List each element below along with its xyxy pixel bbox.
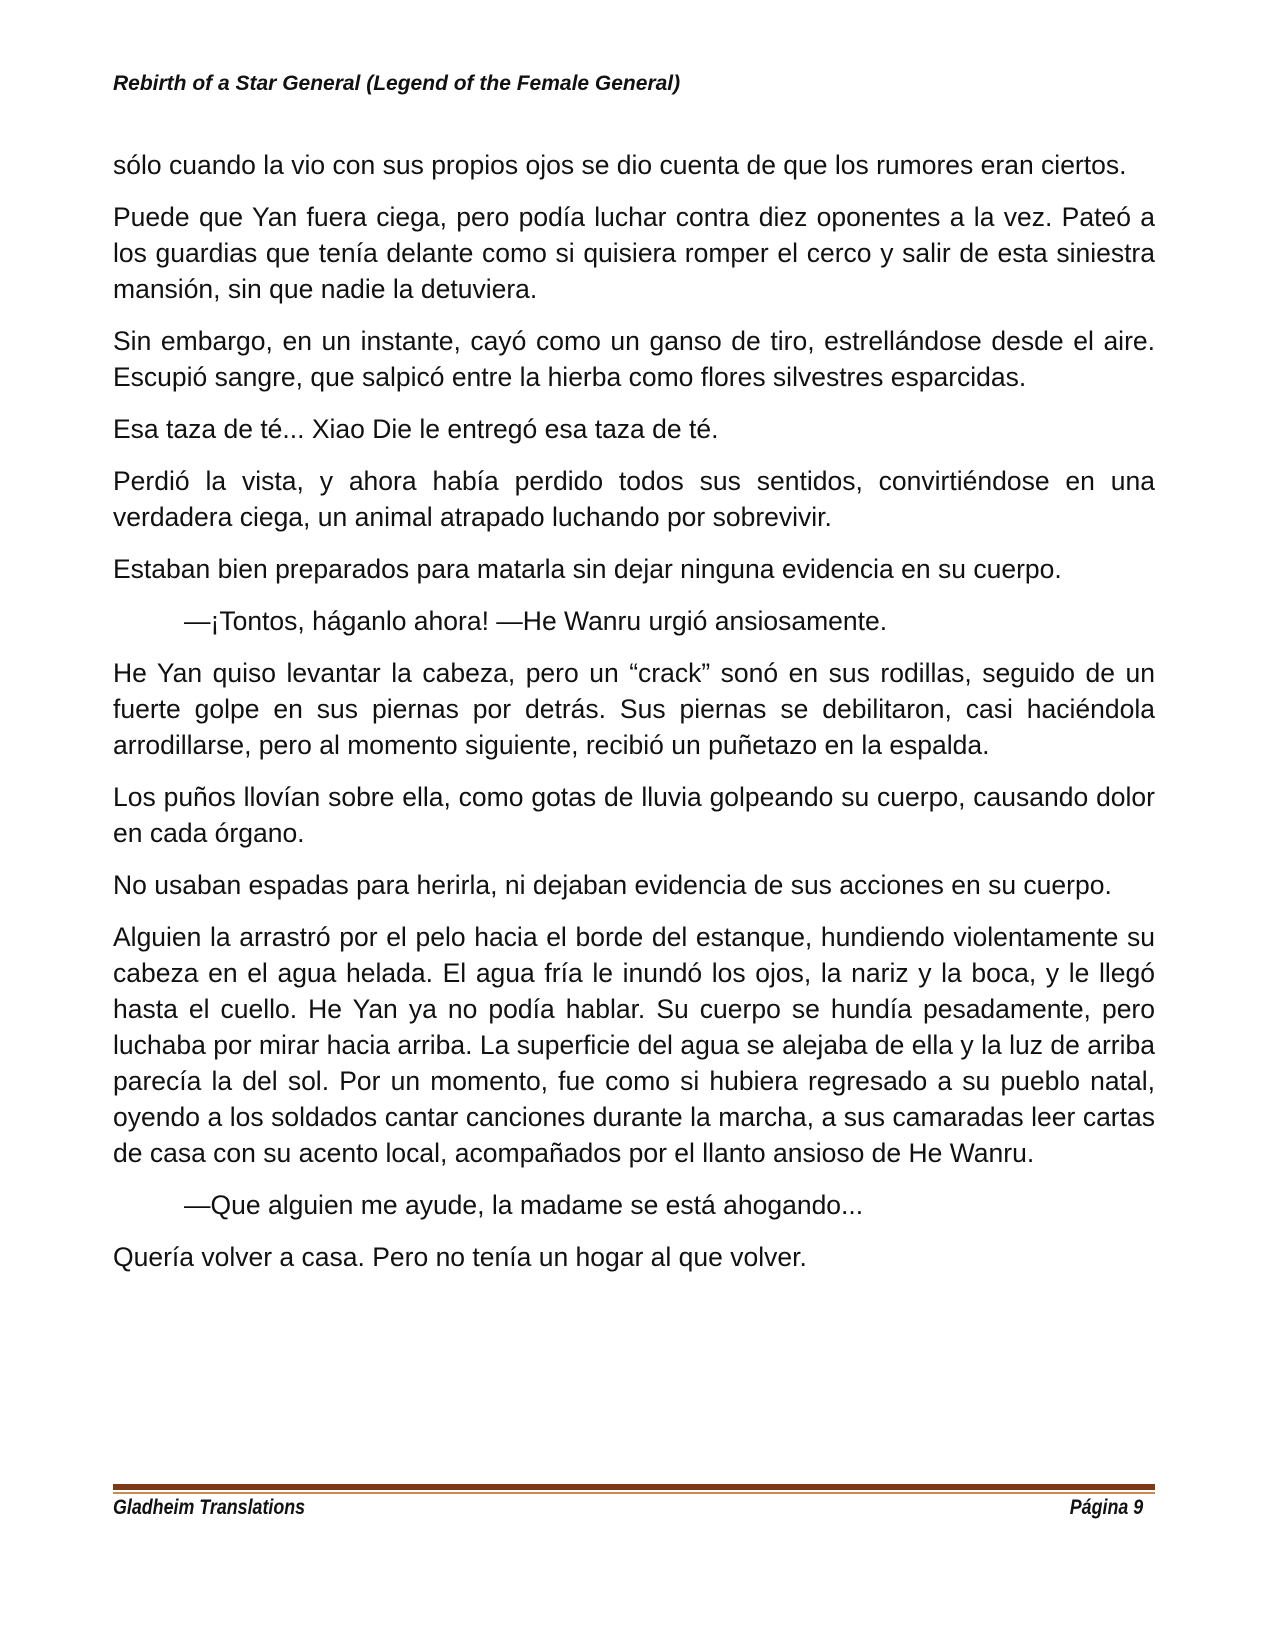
paragraph: Puede que Yan fuera ciega, pero podía luchar contra diez oponentes a la vez. Pateó a los guardias que tenía delante como si quisiera romper el cerco y salir de esta siniestra mansión, sin que nadie la detuviera. (113, 202, 1155, 304)
paragraph: Perdió la vista, y ahora había perdido todos sus sentidos, convirtiéndose en una verdadera ciega, un animal atrapado luchando por sobrevivir. (113, 466, 1155, 532)
paragraph: Sin embargo, en un instante, cayó como un ganso de tiro, estrellándose desde el aire. Escupió sangre, que salpicó entre la hierba como flores silvestres esparcidas. (113, 326, 1155, 392)
dialogue-paragraph: —Que alguien me ayude, la madame se está ahogando... (184, 1190, 864, 1220)
paragraph: sólo cuando la vio con sus propios ojos se dio cuenta de que los rumores eran ciertos. (113, 150, 1127, 180)
paragraph: Alguien la arrastró por el pelo hacia el borde del estanque, hundiendo violentamente su cabeza en el agua helada. El agua fría le inundó los ojos, la nariz y la boca, y le llegó hasta el cuello. He Yan ya no podía hablar. Su cuerpo se hundía pesadamente, pero luchaba por mirar hacia arriba. La superficie del agua se alejaba de ella y la luz de arriba parecía la del sol. Por un momento, fue como si hubiera regresado a su pueblo natal, oyendo a los soldados cantar canciones durante la marcha, a sus camaradas leer cartas de casa con su acento local, acompañados por el llanto ansioso de He Wanru. (113, 922, 1155, 1168)
dialogue-paragraph: —¡Tontos, háganlo ahora! —He Wanru urgió ansiosamente. (184, 606, 888, 636)
page-header-title: Rebirth of a Star General (Legend of the Female General) (113, 72, 681, 95)
footer-page-number: Página 9 (1069, 1496, 1144, 1519)
document-body (113, 147, 1155, 1291)
page-footer (113, 1496, 1143, 1520)
paragraph: Los puños llovían sobre ella, como gotas de lluvia golpeando su cuerpo, causando dolor en cada órgano. (113, 782, 1155, 848)
footer-divider (113, 1484, 1155, 1494)
paragraph: No usaban espadas para herirla, ni dejaban evidencia de sus acciones en su cuerpo. (113, 870, 1112, 900)
paragraph: He Yan quiso levantar la cabeza, pero un “crack” sonó en sus rodillas, seguido de un fuerte golpe en sus piernas por detrás. Sus piernas se debilitaron, casi haciéndola arrodillarse, pero al momento siguiente, recibió un puñetazo en la espalda. (113, 658, 1155, 760)
paragraph: Estaban bien preparados para matarla sin dejar ninguna evidencia en su cuerpo. (113, 554, 1062, 584)
footer-publisher: Gladheim Translations (113, 1496, 306, 1519)
paragraph: Quería volver a casa. Pero no tenía un hogar al que volver. (113, 1242, 807, 1272)
paragraph: Esa taza de té... Xiao Die le entregó esa taza de té. (113, 414, 719, 444)
